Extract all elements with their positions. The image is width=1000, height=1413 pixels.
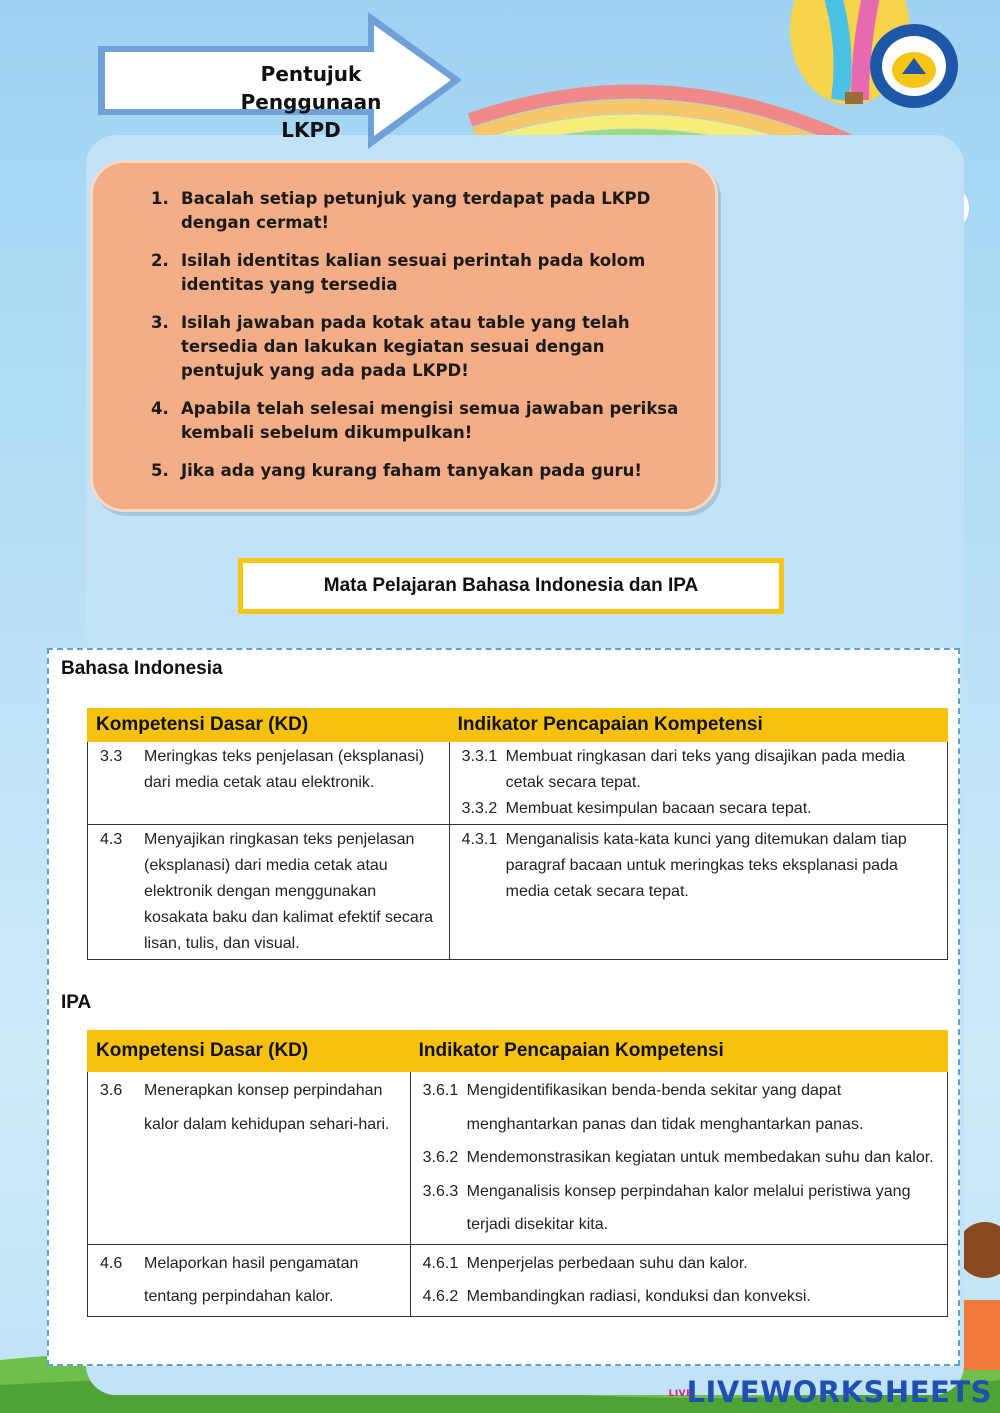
competency-section [47,648,960,1366]
kd-cell [88,825,450,960]
ipa-table [87,1030,948,1317]
indicator-item [419,1280,939,1314]
instruction-text: Apabila telah selesai mengisi semua jawaban periksa kembali sebelum dikumpulkan! [181,399,679,442]
indicator-item [419,1074,939,1141]
instruction-text: Isilah identitas kalian sesuai perintah pada kolom identitas yang tersedia [181,251,646,294]
indicator-item [419,1175,939,1242]
instructions-box [90,160,718,512]
arrow-title-line2: LKPD [281,118,341,142]
bahasa-indonesia-table [87,708,948,960]
instruction-text: Bacalah setiap petunjuk yang terdapat pada LKPD dengan cermat! [181,189,651,232]
indicator-code: 4.6.1 [422,1254,459,1272]
kd-cell [88,742,450,825]
indicator-code: 3.3.2 [461,800,498,817]
liveworksheets-watermark [669,1375,992,1409]
instruction-text: Jika ada yang kurang faham tanyakan pada guru! [181,461,642,480]
instruction-number: 5. [151,461,169,480]
indicator-cell [410,1072,947,1245]
ipa-heading: IPA [61,992,92,1013]
indicator-item [458,796,939,822]
instruction-number: 4. [151,399,169,418]
bahasa-indonesia-heading: Bahasa Indonesia [61,658,223,679]
table-row [88,825,948,960]
kd-item [96,1074,402,1141]
kd-code: 3.6 [100,1082,123,1099]
arrow-title [221,60,401,144]
instruction-item [151,249,685,297]
column-header-indicator: Indikator Pencapaian Kompetensi [410,1031,947,1072]
indicator-item [419,1247,939,1281]
indicator-text: Mengidentifikasikan benda-benda sekitar yang dapat menghantarkan panas dan tidak menghantarkan panas. [466,1082,864,1133]
kd-code: 3.3 [100,748,123,765]
instruction-item [151,311,685,383]
kd-text: Melaporkan hasil pengamatan tentang perpindahan kalor. [144,1254,359,1305]
indicator-item [458,827,939,905]
indicator-item [419,1141,939,1175]
kd-code: 4.6 [100,1254,123,1272]
table-row [88,1244,948,1316]
kd-item [96,744,441,796]
indicator-code: 3.3.1 [461,748,498,765]
indicator-cell [410,1244,947,1316]
indicator-code: 3.6.2 [422,1149,459,1166]
title-arrow [96,8,466,153]
kd-text: Meringkas teks penjelasan (eksplanasi) dari media cetak atau elektronik. [144,748,425,791]
indicator-text: Membuat kesimpulan bacaan secara tepat. [505,800,812,817]
indicator-text: Menperjelas perbedaan suhu dan kalor. [466,1254,748,1272]
table-header-row [88,1031,948,1072]
live-badge: LIVE [668,1388,693,1399]
indicator-code: 3.6.3 [422,1182,459,1200]
indicator-text: Membuat ringkasan dari teks yang disajikan pada media cetak secara tepat. [505,748,905,791]
instruction-number: 2. [151,251,169,270]
table-header-row [88,709,948,742]
indicator-text: Membandingkan radiasi, konduksi dan konveksi. [466,1288,811,1305]
kd-item [96,1247,402,1314]
kd-code: 4.3 [100,831,123,848]
arrow-title-line1: Pentujuk Penggunaan [240,62,382,114]
indicator-code: 4.3.1 [461,831,498,848]
indicator-text: Menganalisis kata-kata kunci yang ditemukan dalam tiap paragraf bacaan untuk meringkas teks eksplanasi pada media cetak secara tepat. [505,831,907,900]
instruction-text: Isilah jawaban pada kotak atau table yang telah tersedia dan lakukan kegiatan sesuai dengan pentujuk yang ada pada LKPD! [181,313,630,380]
table-row [88,742,948,825]
instruction-number: 1. [151,189,169,208]
kd-text: Menyajikan ringkasan teks penjelasan (eksplanasi) dari media cetak atau elektronik dengan menggunakan kosakata baku dan kalimat efektif secara lisan, tulis, dan visual. [144,831,434,952]
indicator-text: Mendemonstrasikan kegiatan untuk membedakan suhu dan kalor. [466,1149,934,1166]
column-header-kd: Kompetensi Dasar (KD) [88,1031,411,1072]
indicator-text: Menganalisis konsep perpindahan kalor melalui peristiwa yang terjadi disekitar kita. [466,1182,911,1233]
instruction-item [151,397,685,445]
table-row [88,1072,948,1245]
kd-cell [88,1072,411,1245]
indicator-item [458,744,939,796]
indicator-code: 4.6.2 [422,1288,459,1305]
indicator-code: 3.6.1 [422,1082,459,1099]
university-logo [868,22,960,110]
subject-title-box [238,558,784,614]
indicator-cell [449,742,947,825]
kd-item [96,827,441,957]
instructions-list [93,163,715,483]
instruction-number: 3. [151,313,169,332]
instruction-item [151,459,685,483]
kd-text: Menerapkan konsep perpindahan kalor dalam kehidupan sehari-hari. [144,1082,390,1133]
indicator-cell [449,825,947,960]
subject-title: Mata Pelajaran Bahasa Indonesia dan IPA [243,563,779,609]
column-header-kd: Kompetensi Dasar (KD) [88,709,450,742]
instruction-item [151,187,685,235]
column-header-indicator: Indikator Pencapaian Kompetensi [449,709,947,742]
watermark-brand: LIVEWORKSHEETS [686,1375,992,1409]
kd-cell [88,1244,411,1316]
